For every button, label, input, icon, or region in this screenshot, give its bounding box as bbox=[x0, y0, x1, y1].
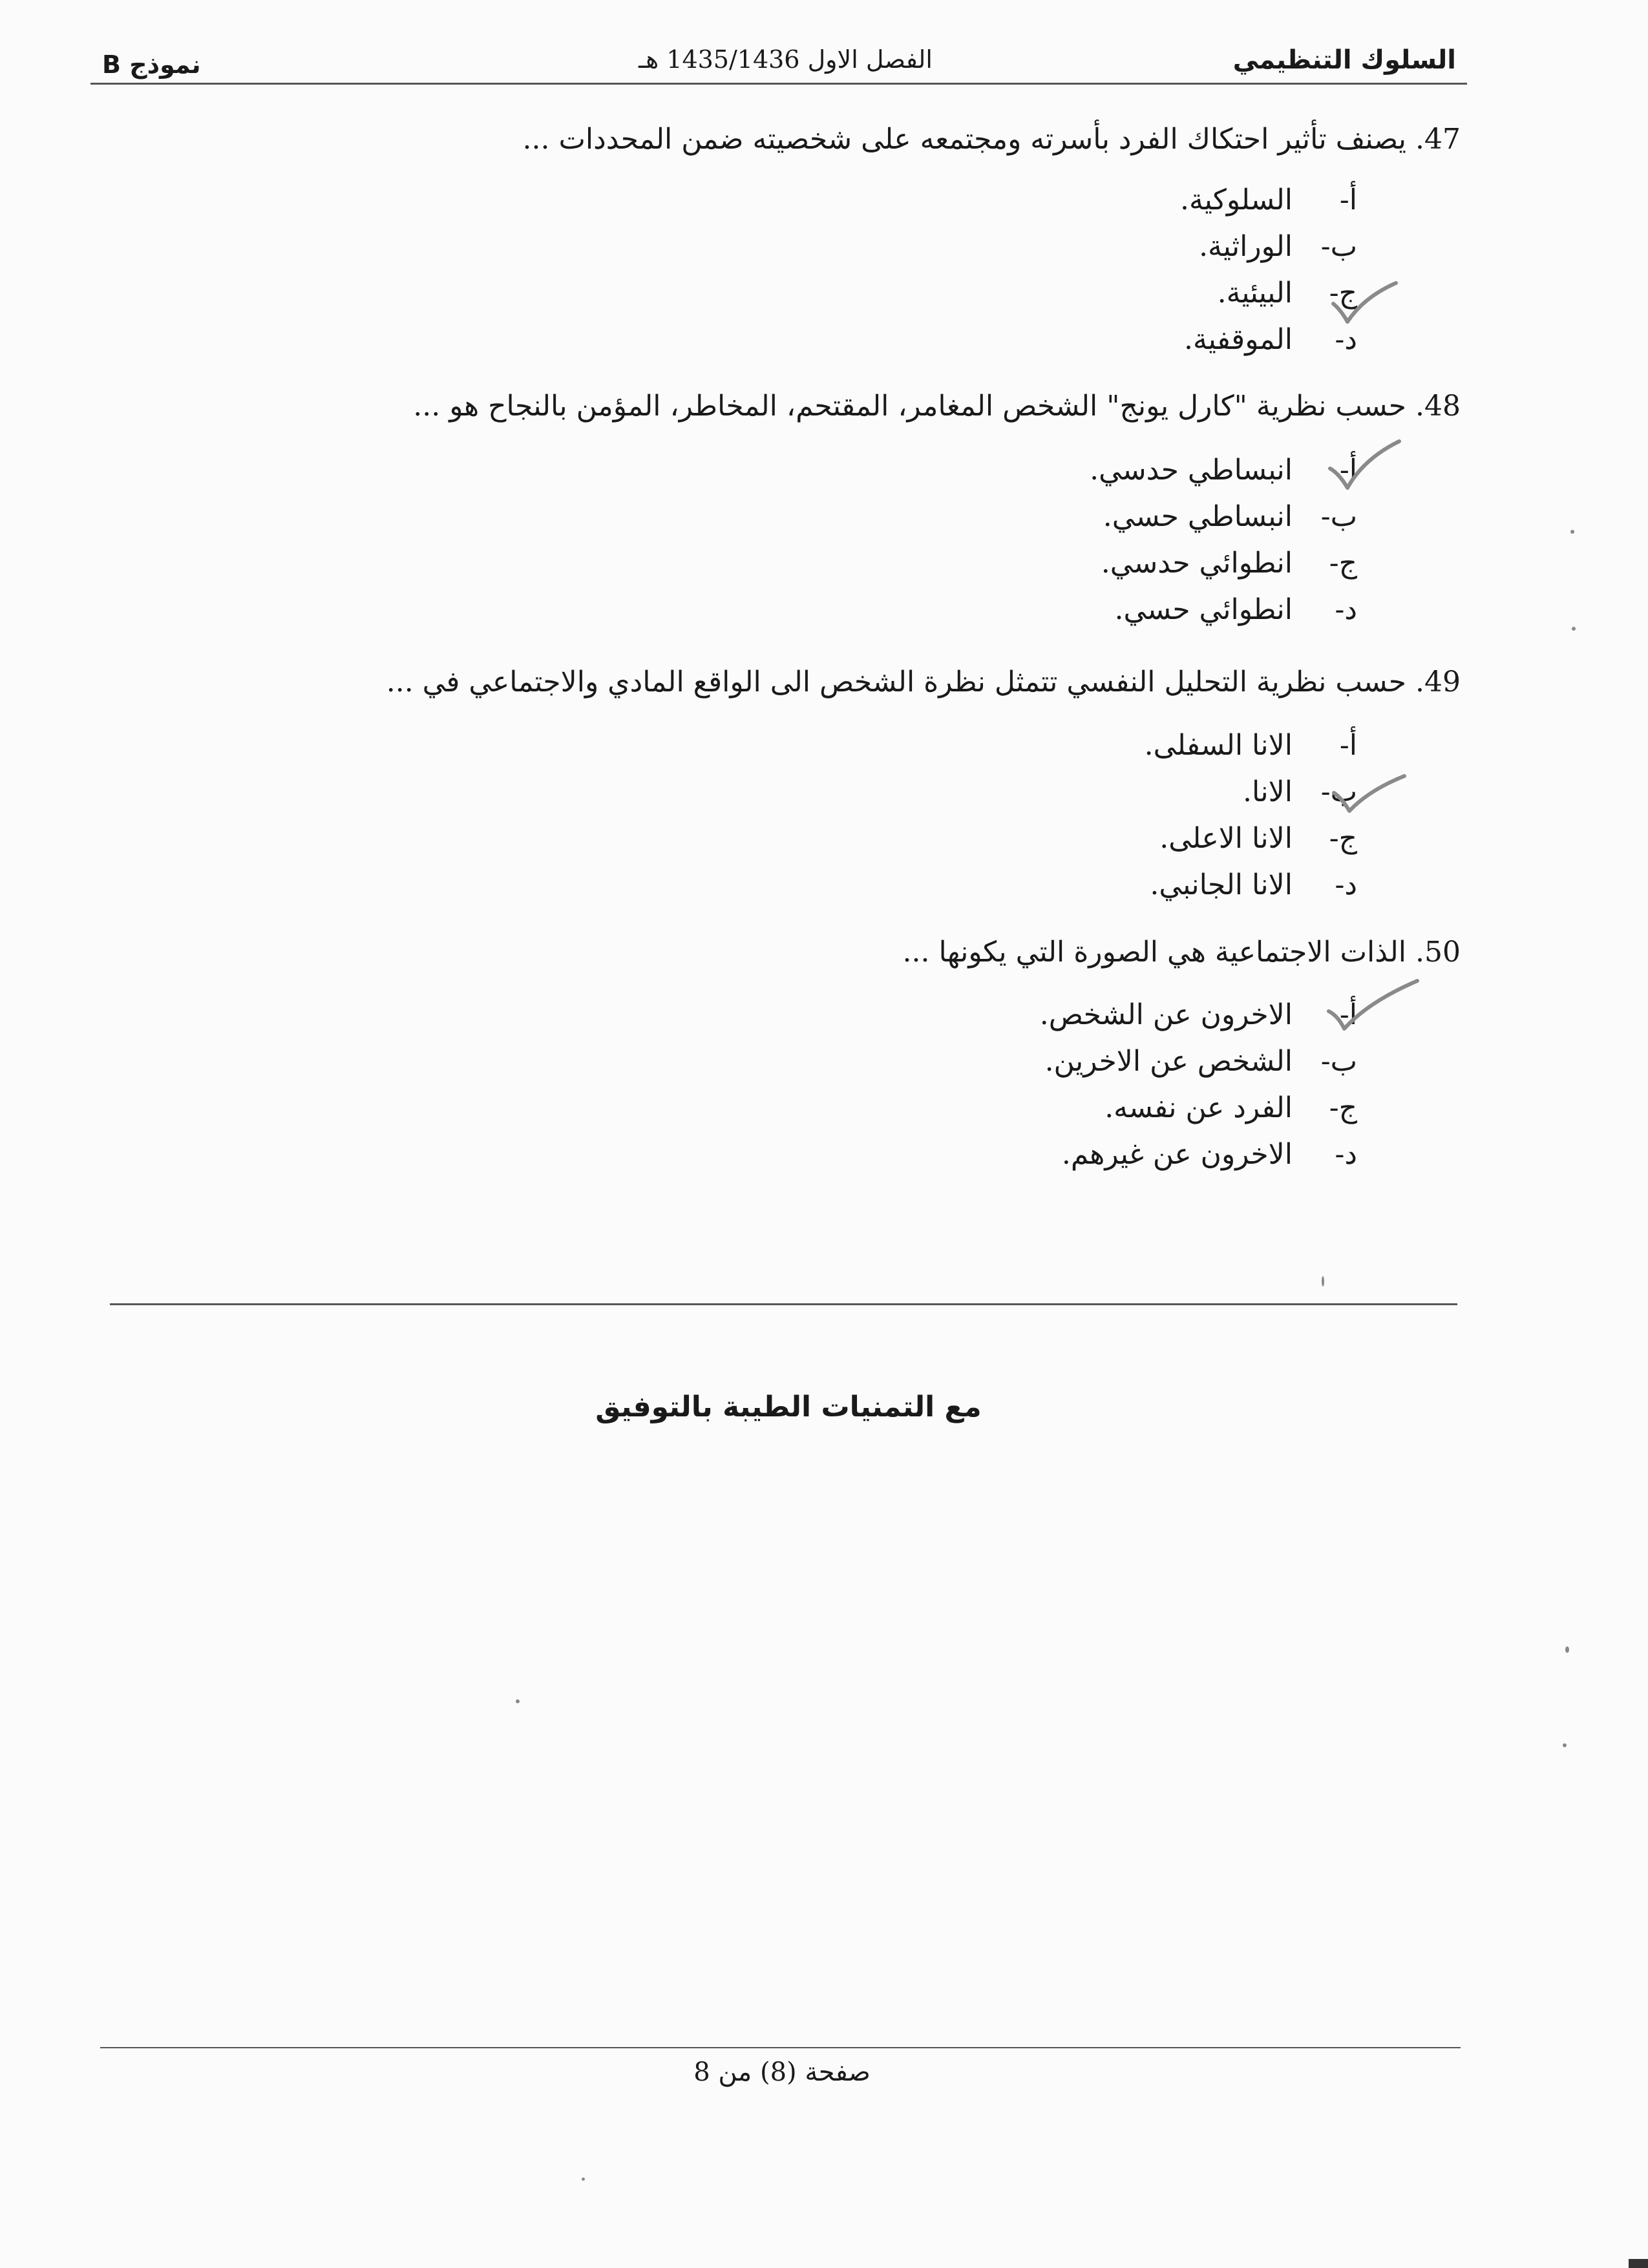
course-title: السلوك التنظيمي bbox=[1232, 45, 1456, 75]
option-48-c bbox=[1101, 547, 1357, 580]
scan-speck bbox=[1565, 1646, 1569, 1653]
question-text: الذات الاجتماعية هي الصورة التي يكونها ... bbox=[902, 936, 1406, 969]
option-49-a bbox=[1145, 729, 1357, 762]
checkmark-icon bbox=[1328, 278, 1399, 330]
option-letter: د- bbox=[1335, 593, 1357, 626]
option-letter: د- bbox=[1335, 323, 1357, 356]
question-text: حسب نظرية "كارل يونج" الشخص المغامر، المقتحم، المخاطر، المؤمن بالنجاح هو ... bbox=[413, 390, 1406, 423]
option-text: انبساطي حدسي. bbox=[1090, 454, 1293, 487]
option-letter: أ- bbox=[1339, 454, 1357, 487]
checkmark-icon bbox=[1330, 772, 1408, 817]
question-text: حسب نظرية التحليل النفسي تتمثل نظرة الشخص الى الواقع المادي والاجتماعي في ... bbox=[386, 666, 1406, 698]
option-text: الشخص عن الاخرين. bbox=[1044, 1045, 1293, 1078]
scan-speck bbox=[1570, 530, 1574, 534]
option-letter: د- bbox=[1335, 1138, 1357, 1171]
option-text: الفرد عن نفسه. bbox=[1104, 1091, 1293, 1124]
section-divider bbox=[110, 1303, 1457, 1305]
option-text: السلوكية. bbox=[1180, 184, 1293, 216]
option-letter: ج- bbox=[1329, 277, 1357, 310]
scan-speck bbox=[582, 2178, 585, 2181]
option-47-b bbox=[1199, 230, 1357, 263]
option-letter: ب- bbox=[1320, 500, 1357, 533]
option-text: انبساطي حسي. bbox=[1103, 500, 1293, 533]
scan-speck bbox=[1322, 1276, 1324, 1286]
semester-label: الفصل الاول 1435/1436 هـ bbox=[639, 45, 933, 74]
option-letter: أ- bbox=[1339, 184, 1357, 216]
closing-message: مع التمنيات الطيبة بالتوفيق bbox=[595, 1391, 982, 1423]
option-49-d bbox=[1150, 868, 1357, 901]
question-number: 48. bbox=[1415, 390, 1461, 423]
scan-edge-mark bbox=[1629, 2259, 1648, 2268]
option-text: الانا الجانبي. bbox=[1150, 868, 1293, 901]
question-text: يصنف تأثير احتكاك الفرد بأسرته ومجتمعه على شخصيته ضمن المحددات ... bbox=[522, 123, 1406, 156]
option-50-c bbox=[1104, 1091, 1357, 1124]
option-48-d bbox=[1114, 593, 1357, 626]
option-letter: ج- bbox=[1329, 1091, 1357, 1124]
option-text: الانا. bbox=[1243, 775, 1293, 808]
question-50 bbox=[903, 936, 1461, 969]
option-text: الوراثية. bbox=[1199, 230, 1293, 263]
option-49-c bbox=[1159, 822, 1357, 855]
footer-rule bbox=[100, 2047, 1461, 2048]
header-rule bbox=[90, 83, 1467, 85]
option-text: الانا الاعلى. bbox=[1159, 822, 1293, 855]
question-number: 49. bbox=[1415, 666, 1461, 698]
option-text: الموقفية. bbox=[1184, 323, 1293, 356]
exam-model: نموذج B bbox=[102, 50, 201, 79]
question-number: 47. bbox=[1415, 123, 1461, 156]
scan-speck bbox=[1572, 627, 1576, 631]
option-letter: ج- bbox=[1329, 547, 1357, 580]
option-letter: ب- bbox=[1320, 230, 1357, 263]
option-letter: ب- bbox=[1320, 775, 1357, 808]
option-50-a bbox=[1040, 998, 1357, 1031]
question-number: 50. bbox=[1415, 936, 1461, 969]
question-48 bbox=[413, 390, 1461, 423]
option-letter: ج- bbox=[1329, 822, 1357, 855]
option-letter: ب- bbox=[1320, 1045, 1357, 1078]
question-49 bbox=[386, 666, 1461, 698]
option-letter: أ- bbox=[1339, 729, 1357, 762]
scan-speck bbox=[516, 1699, 520, 1703]
option-text: البيئية. bbox=[1217, 277, 1293, 310]
option-letter: د- bbox=[1335, 868, 1357, 901]
checkmark-icon bbox=[1324, 976, 1421, 1034]
scan-speck bbox=[1563, 1743, 1567, 1747]
option-text: انطوائي حسي. bbox=[1114, 593, 1293, 626]
option-50-b bbox=[1045, 1045, 1357, 1078]
page-number: صفحة (8) من 8 bbox=[693, 2057, 871, 2087]
option-47-a bbox=[1180, 184, 1357, 216]
option-text: الاخرون عن غيرهم. bbox=[1061, 1138, 1293, 1171]
option-text: الانا السفلى. bbox=[1144, 729, 1293, 762]
option-letter: أ- bbox=[1339, 998, 1357, 1031]
option-48-b bbox=[1103, 500, 1357, 533]
option-text: انطوائي حدسي. bbox=[1101, 547, 1293, 580]
option-50-d bbox=[1062, 1138, 1357, 1171]
option-48-a bbox=[1090, 454, 1357, 487]
option-text: الاخرون عن الشخص. bbox=[1039, 998, 1293, 1031]
checkmark-icon bbox=[1325, 436, 1402, 494]
question-47 bbox=[523, 123, 1461, 156]
